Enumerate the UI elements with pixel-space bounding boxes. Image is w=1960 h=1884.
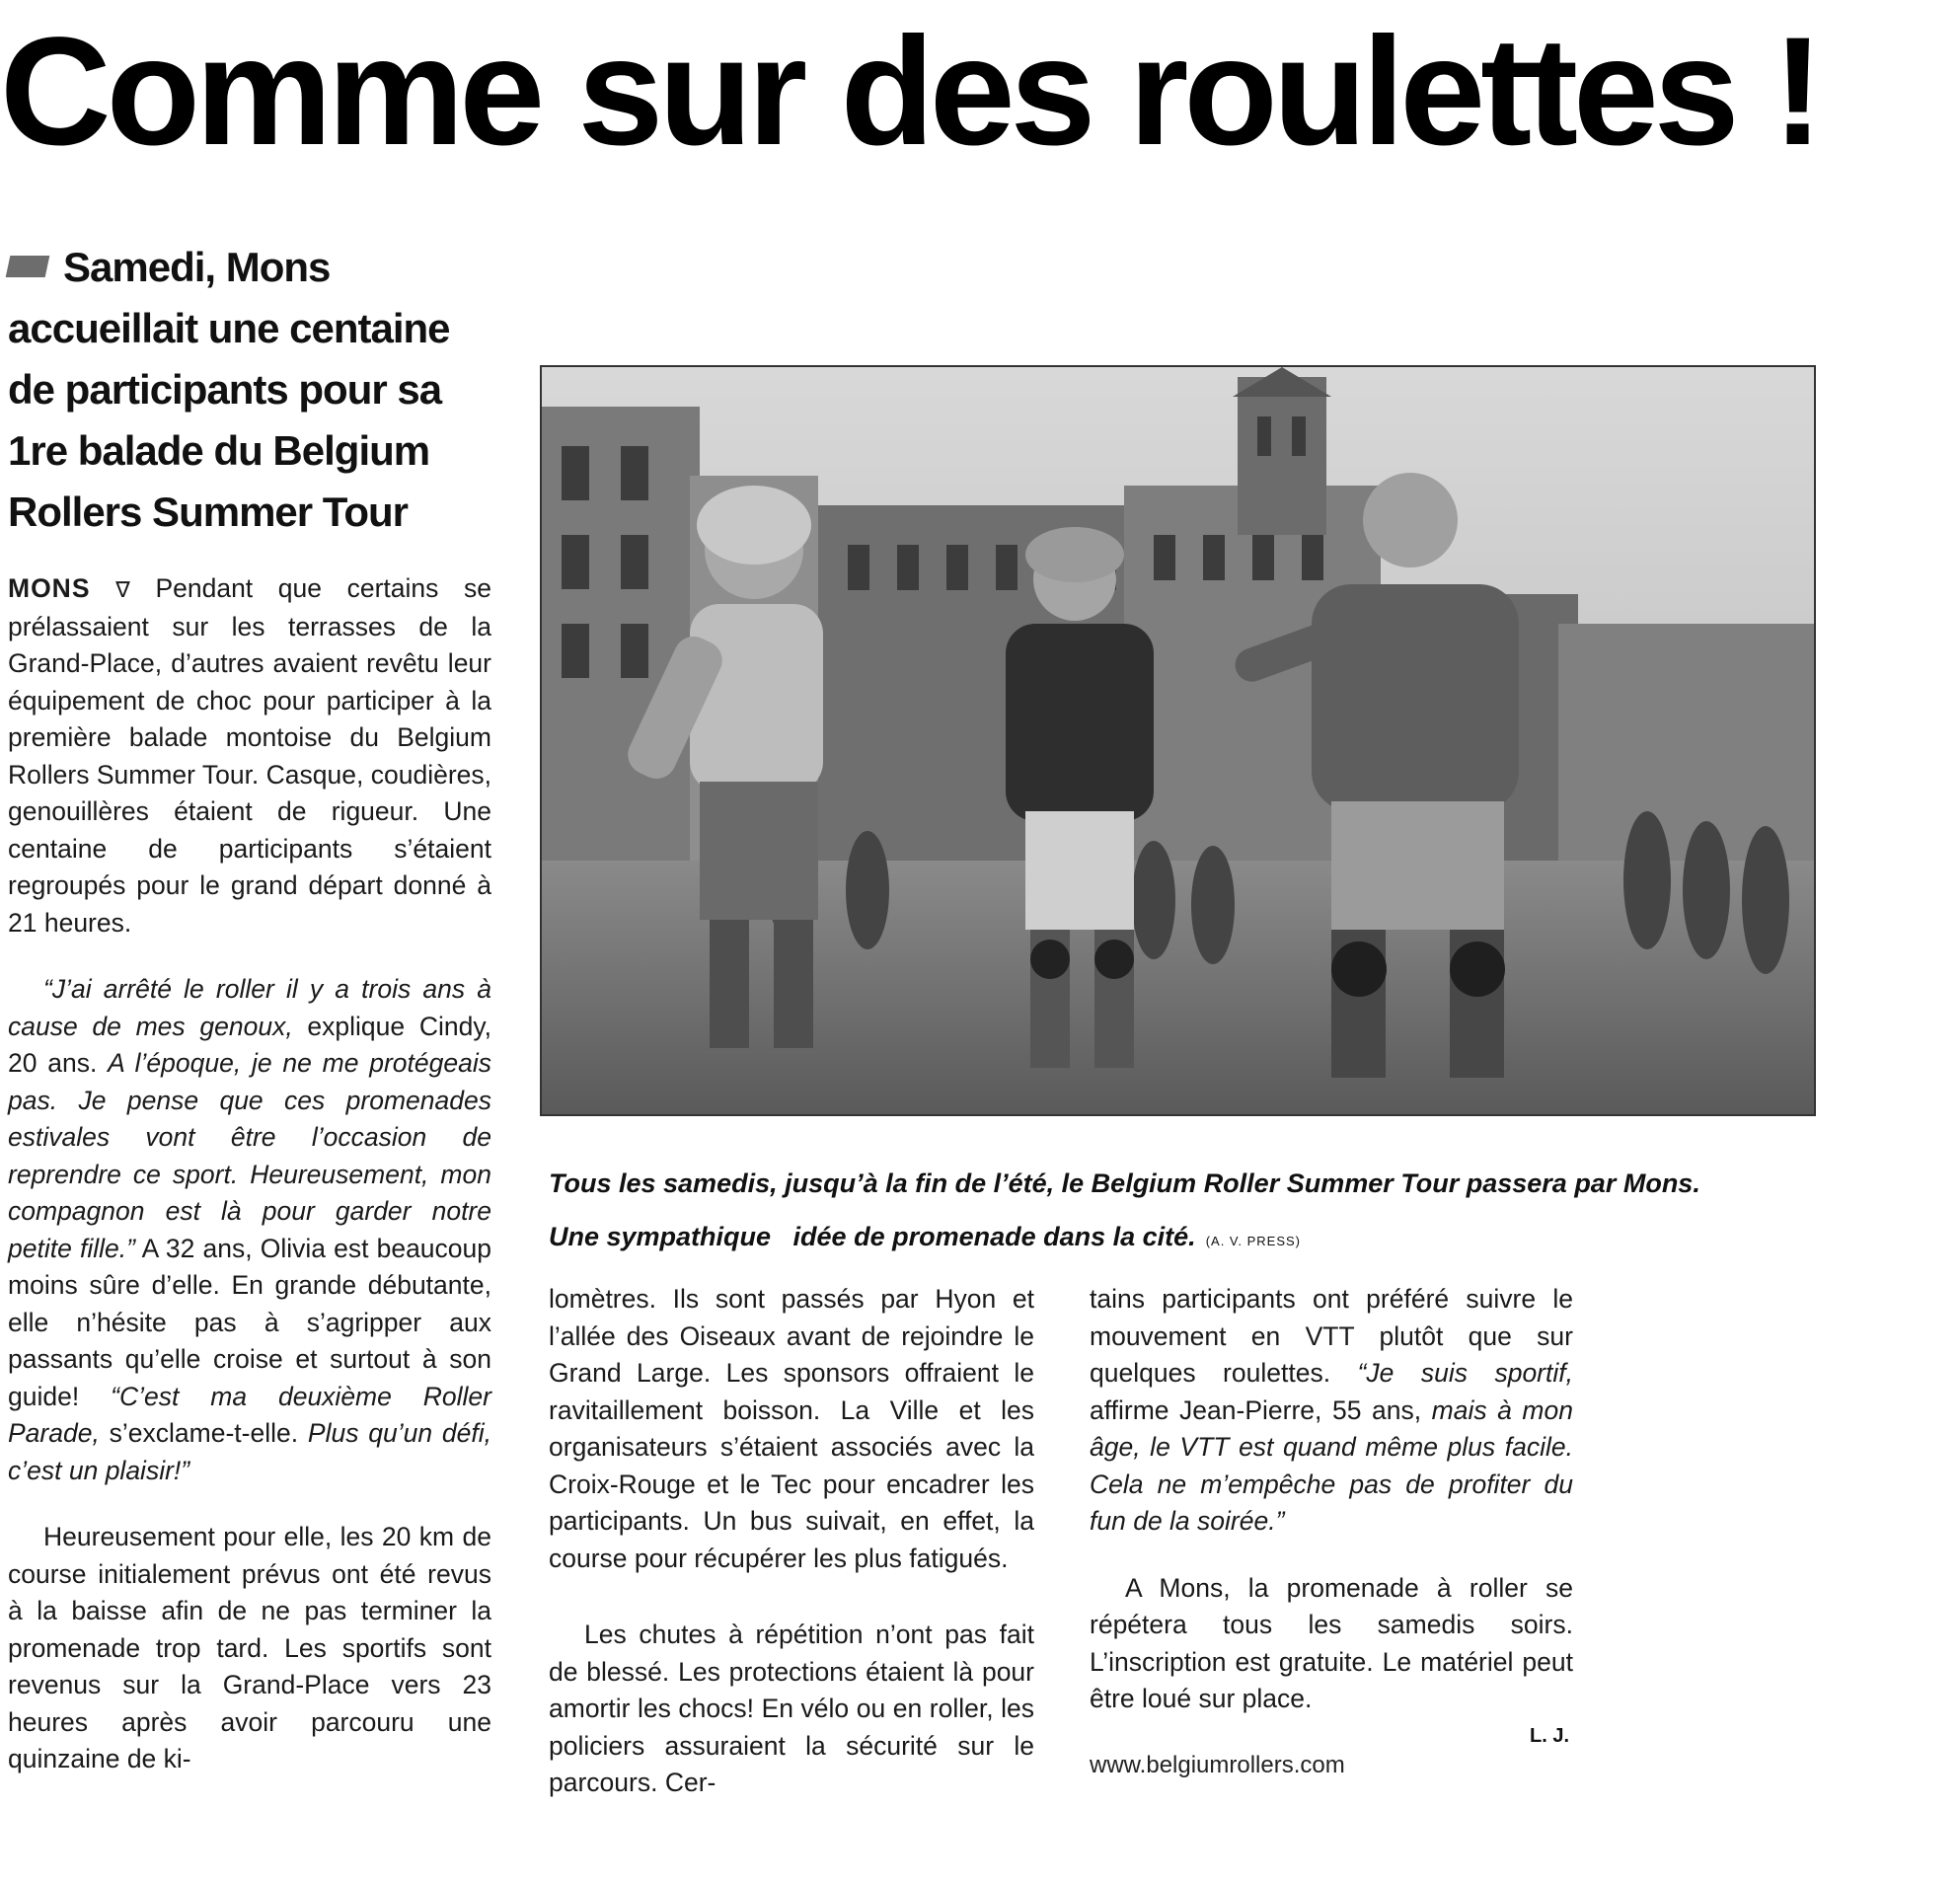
quote-paragraph <box>8 971 491 1489</box>
quote: Plus qu’un défi, c’est un plaisir!” <box>8 1418 491 1485</box>
paragraph-text: explique Cindy, 20 ans. <box>8 1011 491 1078</box>
paragraph-text: affirme Jean-Pierre, 55 ans, <box>1090 1394 1422 1425</box>
article-column-1 <box>8 570 491 1778</box>
article-column-3 <box>1090 1281 1573 1718</box>
article-photo <box>540 365 1816 1116</box>
quote: A l’époque, je ne me protégeais pas. Je pense que ces promenades estivales vont être l’occasion de reprendre ce sport. Heureusement, mon compagnon est là pour garder notre petite fille.” <box>8 1048 491 1263</box>
caption-text: Une sympathique idée de promenade dans la cité. <box>549 1222 1196 1251</box>
paragraph: Heureusement pour elle, les 20 km de course initialement prévus ont été revus à la baisse afin de ne pas terminer la promenade trop tard. Les sportifs sont revenus sur la Grand-Place vers 23 heures après avoir parcouru une quinzaine de ki- <box>8 1522 491 1773</box>
author-signature: L. J. <box>1530 1725 1570 1747</box>
photo-caption <box>549 1157 1822 1268</box>
paragraph-text: tains participants ont préféré suivre le mouvement en VTT plutôt que sur quelques roulettes. <box>1090 1284 1573 1388</box>
caption-line: Tous les samedis, jusqu’à la fin de l’été, le Belgium Roller Summer Tour passera par Mons. <box>549 1168 1700 1198</box>
paragraph <box>8 570 491 942</box>
square-bullet-icon <box>6 256 50 277</box>
dateline-triangle-icon: ∇ <box>115 577 130 602</box>
paragraph <box>1090 1281 1573 1541</box>
headline: Comme sur des roulettes ! <box>0 6 1819 178</box>
dateline: MONS <box>8 573 91 603</box>
rollerbladers-photo <box>542 367 1814 1114</box>
quote: mais à mon âge, le VTT est quand même plus facile. Cela ne m’empêche pas de profiter du fun de la soirée.” <box>1090 1394 1573 1536</box>
subheadline <box>8 237 501 543</box>
quote: “Je suis sportif, <box>1357 1358 1573 1388</box>
subheadline-text: Samedi, Mons accueillait une centaine de participants pour sa 1re balade du Belgium Rollers Summer Tour <box>8 244 450 535</box>
photo-credit: (A. V. PRESS) <box>1205 1234 1302 1248</box>
paragraph-text: s’exclame-t-elle. <box>109 1418 299 1448</box>
caption-line <box>549 1210 1822 1268</box>
website-link[interactable]: www.belgiumrollers.com <box>1090 1752 1345 1778</box>
article-column-2 <box>549 1281 1034 1802</box>
paragraph: lomètres. Ils sont passés par Hyon et l’allée des Oiseaux avant de rejoindre le Grand Large. Les sponsors offraient le ravitaillement boisson. La Ville et les organisateurs s’étaient associés avec la Croix-Rouge et le Tec pour encadrer les participants. Un bus suivait, en effet, la course pour récupérer les plus fatigués. <box>549 1284 1034 1573</box>
paragraph: A Mons, la promenade à roller se répétera tous les samedis soirs. L’inscription est gratuite. Le matériel peut être loué sur place. <box>1090 1572 1573 1713</box>
quote: “J’ai arrêté le roller il y a trois ans à cause de mes genoux, <box>8 974 491 1041</box>
paragraph-text: A 32 ans, Olivia est beaucoup moins sûre d’elle. En grande débutante, elle n’hésite pas à s’agripper aux passants qu’elle croise et surtout à son guide! <box>8 1233 492 1411</box>
paragraph-text: Pendant que certains se prélassaient sur les terrasses de la Grand-Place, d’autres avaient revêtu leur équipement de choc pour participer à la première balade montoise du Belgium Rollers Summer Tour. Casque, coudières, genouillères étaient de rigueur. Une centaine de participants s’étaient regroupés pour le grand départ donné à 21 heures. <box>8 573 491 938</box>
paragraph: Les chutes à répétition n’ont pas fait de blessé. Les protections étaient là pour amortir les chocs! En vélo ou en roller, les policiers assuraient la sécurité sur le parcours. Cer- <box>549 1620 1034 1797</box>
quote: “C’est ma deuxième Roller Parade, <box>8 1381 491 1448</box>
